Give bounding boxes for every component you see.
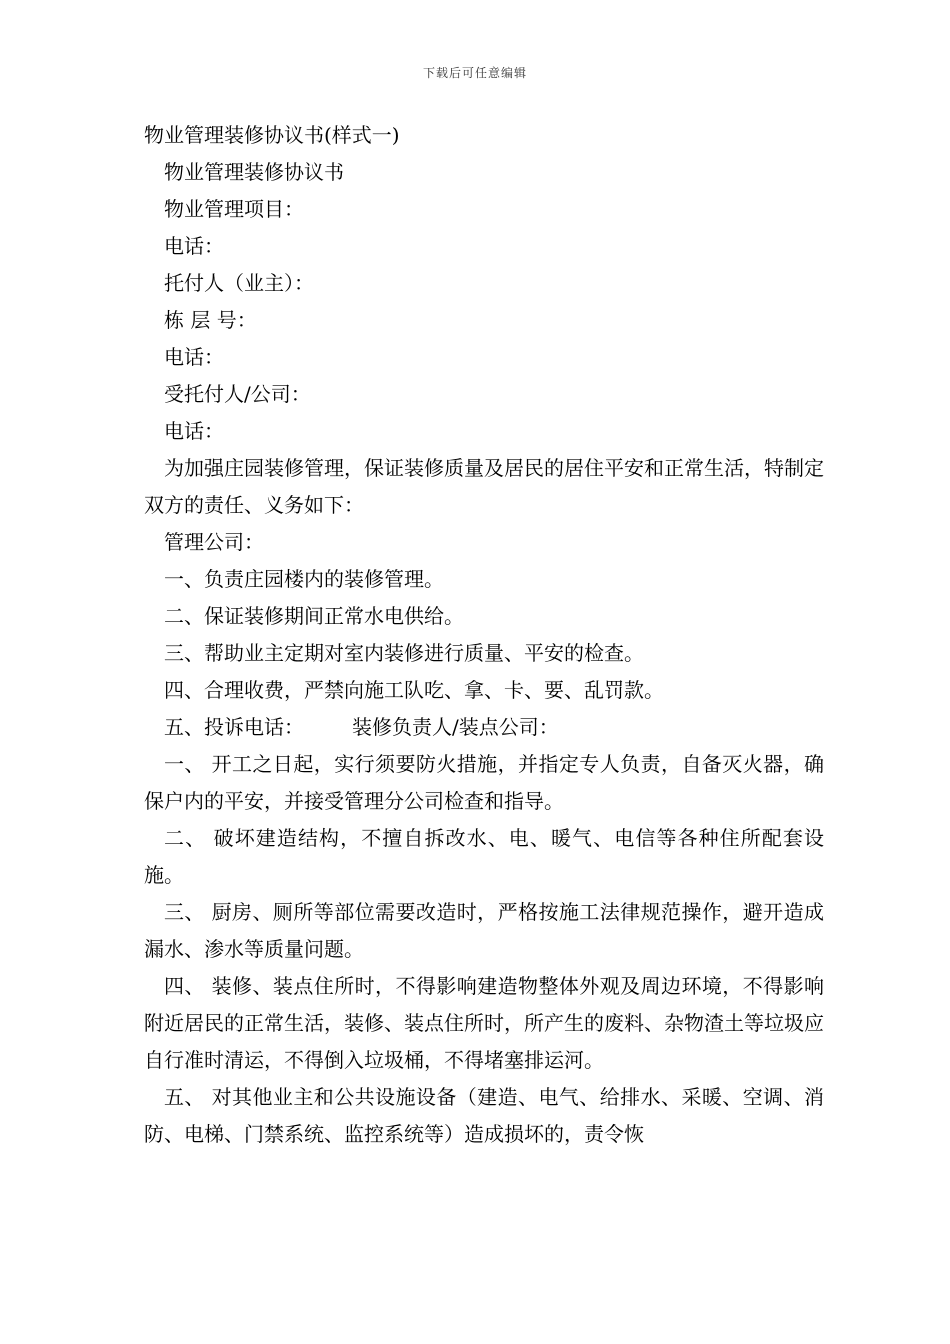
document-body [144, 117, 844, 1153]
complaint-and-contractor-line [144, 709, 844, 746]
company-item-3: 三、帮助业主定期对室内装修进行质量、平安的检查。 [164, 641, 644, 665]
document-subtitle: 物业管理装修协议书 [164, 160, 344, 184]
contractor-heading: 装修负责人/装点公司： [352, 715, 559, 739]
field-building-floor-unit: 栋 层 号： [164, 308, 257, 332]
contractor-item-4: 四、 装修、装点住所时，不得影响建造物整体外观及周边环境，不得影响附近居民的正常生活，装修、装点住所时，所产生的废料、杂物渣土等垃圾应自行准时清运，不得倒入垃圾桶，不得堵塞排运河。 [144, 974, 824, 1072]
field-property-project: 物业管理项目： [164, 197, 304, 221]
contractor-item-2: 二、 破坏建造结构，不擅自拆改水、电、暖气、电信等各种住所配套设施。 [144, 826, 824, 887]
field-owner: 托付人（业主）： [164, 271, 314, 295]
contractor-item-3: 三、 厨房、厕所等部位需要改造时，严格按施工法律规范操作，避开造成漏水、渗水等质量问题。 [144, 900, 824, 961]
document-title: 物业管理装修协议书(样式一) [144, 123, 400, 147]
field-phone-1: 电话： [164, 234, 224, 258]
field-phone-2: 电话： [164, 345, 224, 369]
contractor-item-1: 一、 开工之日起，实行须要防火措施，并指定专人负责，自备灭火器，确保户内的平安，并接受管理分公司检查和指导。 [144, 752, 824, 813]
intro-paragraph: 为加强庄园装修管理，保证装修质量及居民的居住平安和正常生活，特制定双方的责任、义务如下： [144, 456, 824, 517]
company-item-1: 一、负责庄园楼内的装修管理。 [164, 567, 444, 591]
field-phone-3: 电话： [164, 419, 224, 443]
company-heading: 管理公司： [164, 530, 264, 554]
company-item-2: 二、保证装修期间正常水电供给。 [164, 604, 464, 628]
complaint-phone-label: 五、投诉电话： [164, 715, 304, 739]
field-contractor-company: 受托付人/公司： [164, 382, 311, 406]
contractor-item-5: 五、 对其他业主和公共设施设备（建造、电气、给排水、采暖、空调、消防、电梯、门禁系统、监控系统等）造成损坏的，责令恢 [144, 1085, 824, 1146]
page-header-note: 下载后可任意编辑 [422, 66, 527, 80]
company-item-4: 四、合理收费，严禁向施工队吃、拿、卡、要、乱罚款。 [164, 678, 664, 702]
